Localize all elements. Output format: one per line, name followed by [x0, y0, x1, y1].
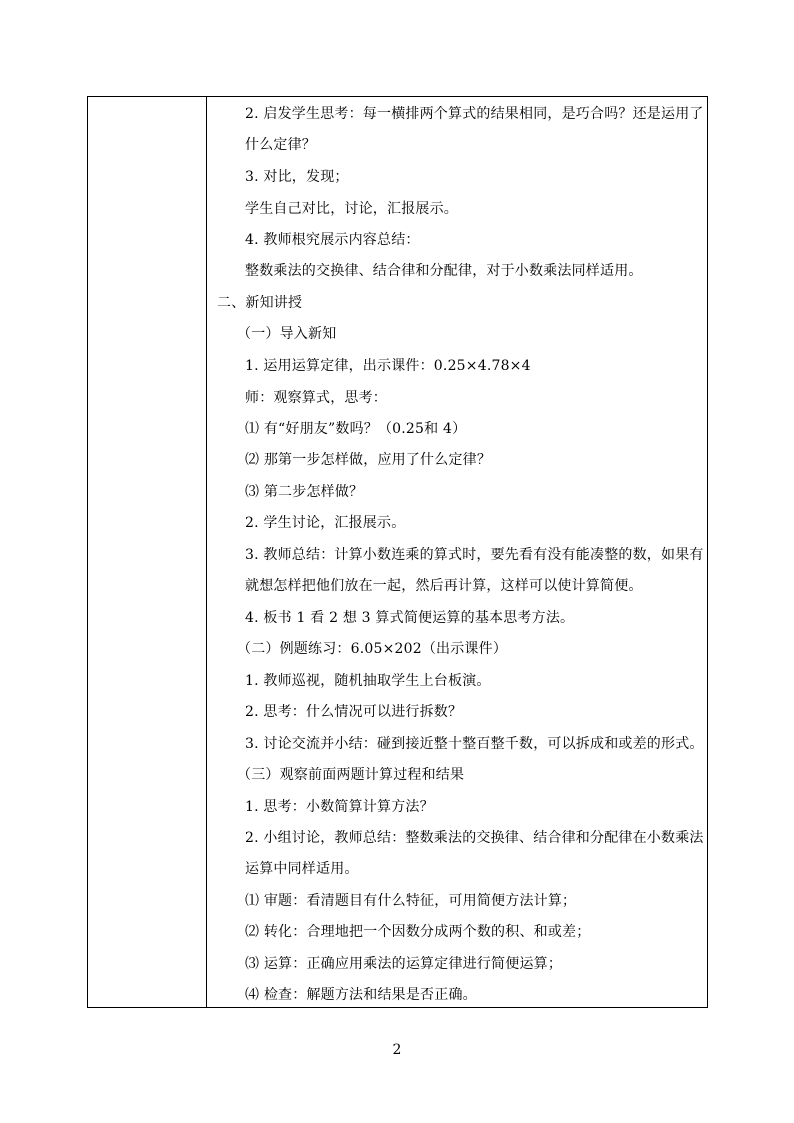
text-line: 3. 讨论交流并小结：碰到接近整十整百整千数，可以拆成和或差的形式。: [245, 736, 704, 752]
text-line: ⑴ 审题：看清题目有什么特征，可用简便方法计算；: [245, 893, 577, 909]
text-line: 3. 对比，发现；: [245, 169, 349, 185]
text-line: ⑷ 检查：解题方法和结果是否正确。: [245, 987, 477, 1003]
page-number: 2: [392, 1042, 402, 1058]
subsection-heading: （二）例题练习：6.05×202（出示课件）: [237, 641, 508, 657]
text-line: 1. 思考：小数简算计算方法？: [245, 799, 434, 815]
text-line: ⑶ 第二步怎样做？: [245, 484, 364, 500]
text-line: 学生自己对比，讨论，汇报展示。: [245, 201, 458, 217]
text-line: 3. 教师总结：计算小数连乘的算式时，要先看有没有能凑整的数，如果有: [245, 547, 704, 563]
text-line: 4. 板书 1 看 2 想 3 算式简便运算的基本思考方法。: [245, 610, 575, 626]
text-line: ⑵ 转化：合理地把一个因数分成两个数的积、和或差；: [245, 924, 591, 940]
text-line: ⑵ 那第一步怎样做，应用了什么定律？: [245, 452, 492, 468]
text-line: 2. 启发学生思考：每一横排两个算式的结果相同，是巧合吗？还是运用了: [245, 106, 704, 122]
text-line: 就想怎样把他们放在一起，然后再计算，这样可以使计算简便。: [245, 578, 643, 594]
text-line: ⑶ 运算：正确应用乘法的运算定律进行简便运算；: [245, 956, 563, 972]
text-line: 1. 教师巡视，随机抽取学生上台板演。: [245, 673, 491, 689]
left-column-cell: [88, 97, 207, 1007]
text-line: 整数乘法的交换律、结合律和分配律，对于小数乘法同样适用。: [245, 263, 643, 279]
section-heading: 二、新知讲授: [217, 295, 303, 311]
text-line: 1. 运用运算定律，出示课件：0.25×4.78×4: [245, 358, 531, 374]
text-line: 运算中同样适用。: [245, 861, 359, 877]
text-line: 什么定律？: [245, 137, 316, 153]
text-line: 2. 思考：什么情况可以进行拆数？: [245, 704, 463, 720]
text-line: 2. 学生讨论，汇报展示。: [245, 515, 406, 531]
subsection-heading: （三）观察前面两题计算过程和结果: [237, 767, 465, 783]
text-line: 师：观察算式，思考：: [245, 390, 387, 406]
text-line: 2. 小组讨论，教师总结：整数乘法的交换律、结合律和分配律在小数乘法: [245, 830, 704, 846]
lesson-table: [87, 96, 708, 1008]
text-line: 4. 教师根究展示内容总结：: [245, 232, 420, 248]
subsection-heading: （一）导入新知: [237, 326, 337, 342]
text-line: ⑴ 有“好朋友”数吗？（0.25和 4）: [245, 421, 467, 437]
